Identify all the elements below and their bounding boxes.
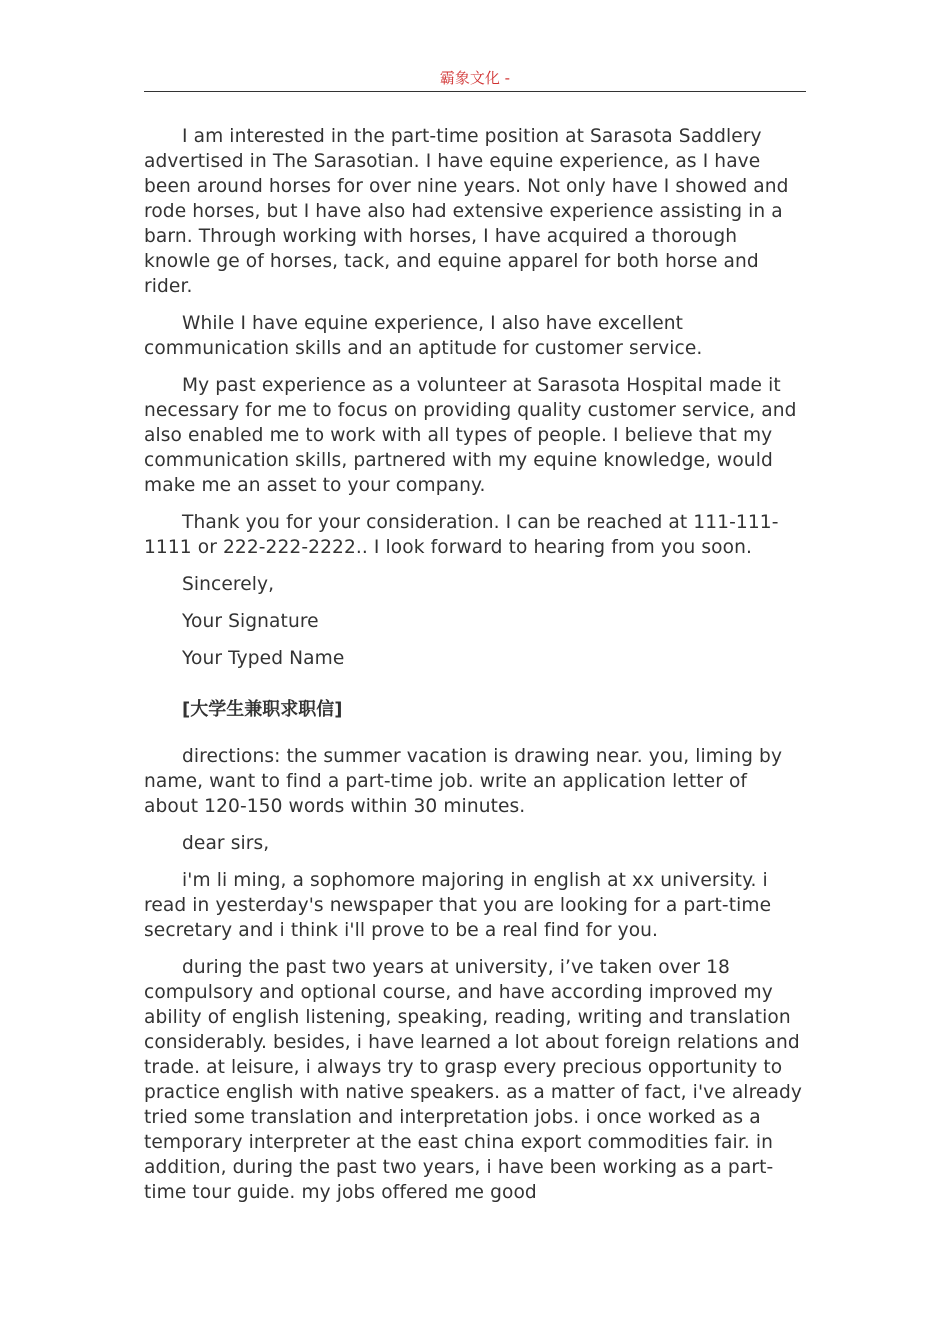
section-salutation: dear sirs,	[182, 833, 270, 854]
letter-paragraph: Thank you for your consideration. I can be reached at 111-111-1111 or 222-222-2222.. I look forward to hearing from you soon.	[144, 512, 779, 558]
document-body	[144, 124, 806, 1217]
letter-paragraph: I am interested in the part-time position at Sarasota Saddlery advertised in The Sarasotian. I have equine experience, as I have been around horses for over nine years. Not only have I showed and rode horses, but I have also had extensive experience assisting in a barn. Through working with horses, I have acquired a thorough knowle ge of horses, tack, and equine apparel for both horse and rider.	[144, 126, 789, 297]
letter-paragraph: While I have equine experience, I also have excellent communication skills and an aptitude for customer service.	[144, 313, 703, 359]
section-paragraph: directions: the summer vacation is drawing near. you, liming by name, want to find a part-time job. write an application letter of about 120-150 words within 30 minutes.	[144, 746, 783, 817]
section-heading: [大学生兼职求职信]	[182, 699, 343, 720]
letter-signature: Your Signature	[182, 611, 319, 632]
letter-typed-name: Your Typed Name	[182, 648, 345, 669]
letter-paragraph: My past experience as a volunteer at Sarasota Hospital made it necessary for me to focus on providing quality customer service, and also enabled me to work with all types of people. I believe that my communication skills, partnered with my equine knowledge, would make me an asset to your company.	[144, 375, 797, 496]
section-paragraph: i'm li ming, a sophomore majoring in english at xx university. i read in yesterday's newspaper that you are looking for a part-time secretary and i think i'll prove to be a real find for you.	[144, 870, 772, 941]
page-header	[144, 66, 806, 92]
header-text: 霸象文化 -	[439, 69, 511, 87]
section-paragraph: during the past two years at university, i’ve taken over 18 compulsory and optional course, and have according improved my ability of english listening, speaking, reading, writing and translation considerably. besides, i have learned a lot about foreign relations and trade. at leisure, i always try to grasp every precious opportunity to practice english with native speakers. as a matter of fact, i've already tried some translation and interpretation jobs. i once worked as a temporary interpreter at the east china export commodities fair. in addition, during the past two years, i have been working as a part-time tour guide. my jobs offered me good	[144, 957, 802, 1203]
letter-closing: Sincerely,	[182, 574, 275, 595]
